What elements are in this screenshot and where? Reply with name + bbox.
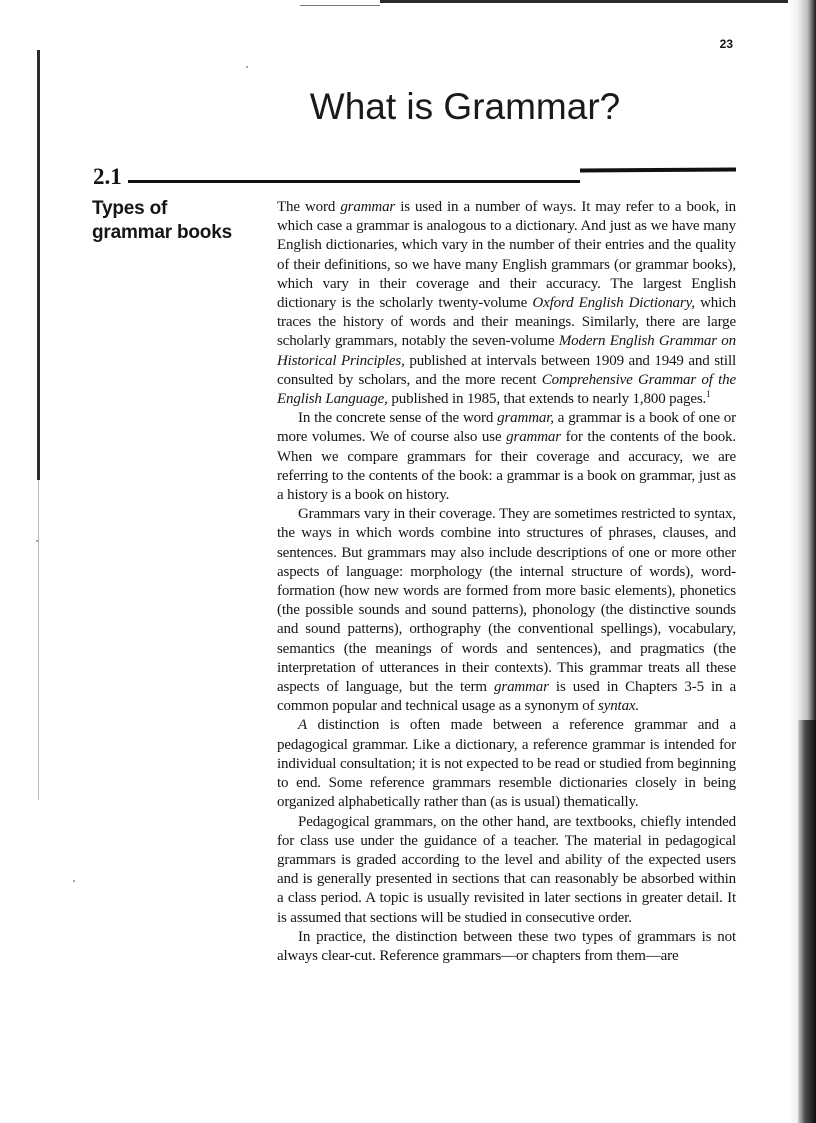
chapter-title: What is Grammar? [309,86,621,127]
section-rule [128,180,580,183]
p2-text-e: for the contents of the book. When we compare grammars for their coverage and accuracy, we are referring to the contents of the book: a grammar is a book on grammar, just as a history is a book on history. [277,429,736,504]
p2-italic-grammar: grammar, [497,410,554,427]
section-heading-line2: grammar books [92,222,232,243]
scan-edge-left-faint [38,480,39,800]
paragraph-6 [277,928,736,966]
p4-italic-a: A [298,717,308,734]
p2-text-a: In the concrete sense of the word [298,410,498,427]
scan-edge-top [380,0,816,3]
paragraph-1 [277,198,736,409]
p1-italic-megohp: Modern English Grammar on Historical Principles, [277,333,736,369]
p1-text-h: published at intervals between 1909 and 1949 and still consulted by scholars, and the more recent [277,352,736,388]
p5-text-a: Pedagogical grammars, on the other hand, are textbooks, chiefly intended for class use under the guidance of a teacher. The material in pedagogical grammars is graded according to the level and ability of the expected users and is generally presented in sections that can reasonably be absorbed within a class period. A topic is usually revisited in later sections in greater detail. It is assumed that sections will be studied in consecutive order. [277,813,736,926]
p2-italic-grammar-2: grammar [506,429,561,446]
scan-speck [73,880,75,882]
p2-text-c: a grammar is a book of one or more volumes. We of course also use [277,410,737,446]
p1-italic-grammar: grammar [340,199,396,215]
p3-text-c: is used in Chapters 3-5 in a common popular and technical usage as a synonym of [277,679,736,715]
p1-italic-oed: Oxford English Dictionary, [532,295,695,312]
section-heading [92,197,262,245]
paragraph-2 [277,409,736,505]
paragraph-3 [277,505,736,716]
p1-text-f: which traces the history of words and their meanings. Similarly, there are large scholarly grammars, notably the seven-volume [277,295,736,350]
p3-text-a: Grammars vary in their coverage. They are sometimes restricted to syntax, the ways in which words combine into structures of phrases, clauses, and sentences. But grammars may also include descriptions of one or more other aspects of language: morphology (the internal structure of words), word-formation (how new words are formed from more basic elements), phonetics (the possible sounds and sound patterns), phonology (the distinctive sounds and sound patterns), orthography (the conventional spellings), vocabulary, semantics (the meanings of words and sentences), and pragmatics (the interpretation of utterances in their contexts). This grammar treats all these aspects of language, but the term [277,506,736,696]
p1-text-d: which case a grammar is analogous to a dictionary. And just as we have many English dictionaries, which vary in the number of their entries and the quality of their definitions, so we have many English grammars (or grammar books), which vary in their coverage and their accuracy. The largest English dictionary is the scholarly twenty-volume [277,218,736,312]
section-rule-accent [580,167,736,172]
p1-italic-cgel: Comprehensive Grammar of the English Language, [277,371,736,408]
paragraph-4 [277,716,736,812]
section-heading-line1: Types of [92,198,168,219]
p3-italic-syntax: syntax. [598,698,640,715]
p6-text-a: In practice, the distinction between these two types of grammars is not always clear-cut. Reference grammars—or chapters from them—are [277,928,736,964]
footnote-marker: 1 [706,389,711,400]
p3-italic-grammar: grammar [494,679,549,696]
scan-edge-right-dark [798,720,816,1123]
paragraph-5 [277,813,736,928]
scan-speck [36,540,38,542]
p1-text-j: published in 1985, that extends to nearly 1,800 pages. [387,391,707,408]
scan-edge-left [37,50,40,480]
section-number: 2.1 [93,164,122,189]
p1-text-a: The word [277,199,341,215]
scan-speck [246,66,248,68]
page-number: 23 [719,37,733,51]
scan-edge-top-thin [300,5,380,6]
p4-text-b: distinction is often made between a reference grammar and a pedagogical grammar. Like a dictionary, a reference grammar is intended for individual consultation; it is not expected to be read or studied from beginning to end. Some reference grammars resemble dictionaries closely in being organized alphabetically rather than (as is usual) thematically. [277,717,736,811]
body-text [277,198,736,966]
p1-text-c: is used in a number of ways. It may refer to a book, in [395,199,736,215]
